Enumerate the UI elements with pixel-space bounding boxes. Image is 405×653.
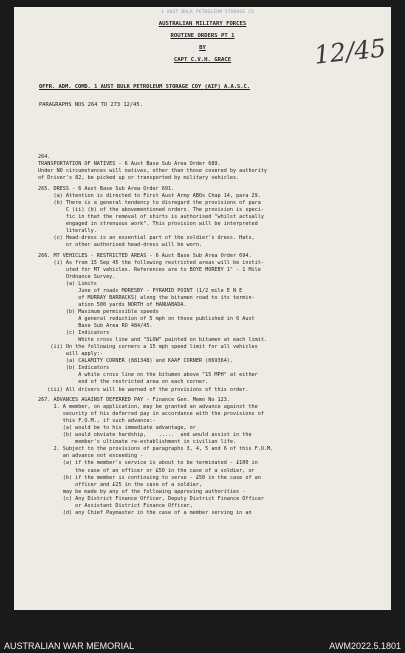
body-line: an advance not exceeding - [38, 453, 144, 460]
body-line: (c) Indicators [38, 330, 110, 337]
body-line: 266. MT VEHICLES - RESTRICTED AREAS - 6 Aust Base Sub Area Order 694. [38, 252, 252, 259]
body-line: (i) As from 15 Sep 45 the following restricted areas will be instit- [38, 259, 264, 266]
body-line: White cross line and "SLOW" painted on bitumen at each limit. [38, 337, 268, 344]
body-line: this F.O.M., if such advance:- [38, 418, 156, 425]
paragraphs-line: PARAGRAPHS NOS 264 TO 273 12/45. [39, 102, 143, 108]
body-line: (c) Head-dress is an essential part of the soldier's dress. Hats, [38, 235, 255, 242]
body-line: (a) would be to his immediate advantage, or [38, 425, 196, 432]
body-line: of Driver's 82, be picked up or transported by military vehicles. [38, 175, 240, 182]
body-line: (iii) All drivers will be warned of the provisions of this order. [38, 386, 249, 393]
body-line: 1. A member, on application, may be granted an advance against the [38, 404, 258, 411]
body-line: (b) if the member is continuing to serve - £50 in the case of an [38, 474, 261, 481]
body-line: or other authorised head-dress will be worn. [38, 242, 203, 249]
body-line: or Assistant District Finance Officer, [38, 502, 193, 509]
body-line: ation 500 yards NORTH of HANUABADA. [38, 301, 187, 308]
body-line: (b) would obviate hardship, ..... and would assist in the [38, 432, 252, 439]
body-line: uted for MT vehicles. References are to BOYE MOREBY 1" - 1 Mile [38, 266, 261, 273]
body-line: fic in that the removal of shirts is authorised "whilst actually [38, 213, 264, 220]
body-line: (ii) On the following corners a 15 mph speed limit for all vehicles [38, 344, 258, 351]
body-line: Base Sub Area RO 484/45. [38, 323, 153, 330]
body-line: June of roads MORESBY - PYRAMID POINT (1/2 mile E N E [38, 287, 243, 294]
body-line: (d) any Chief Paymaster in the case of a member serving in an [38, 509, 252, 516]
body-line: (a) Attention is directed to First Aust Army ABOs Chap 14, para 29. [38, 192, 261, 199]
body-line: A white cross line on the bitumen above "15 MPH" at either [38, 372, 258, 379]
header-by: BY [199, 45, 206, 51]
body-line: (b) Maximum permissible speeds [38, 308, 159, 315]
body-line: officer and £25 in the case of a soldier, [38, 481, 203, 488]
body-line: the case of an officer or £50 in the case of a soldier, or [38, 467, 255, 474]
body-line: (b) Indicators [38, 365, 110, 372]
body-line: literally. [38, 227, 97, 234]
body-line: A general reduction of 5 mph on those published in 6 Aust [38, 316, 255, 323]
header-officer: CAPT C.V.H. GRACE [173, 57, 232, 63]
body-line: TRANSPORTATION OF NATIVES - 6 Aust Base Sub Area Order 689. [38, 161, 221, 168]
body-line: may be made by any of the following approving authorities - [38, 488, 246, 495]
orders-body [38, 154, 383, 517]
body-line: (c) Any District Finance Officer, Deputy District Finance Officer [38, 495, 264, 502]
body-line: (a) Limits [38, 280, 97, 287]
body-line: end of the restricted area on each corner. [38, 379, 209, 386]
footer-accession: AWM2022.5.1801 [329, 641, 401, 651]
body-line: 2. Subject to the provisions of paragraphs 3, 4, 5 and 6 of this F.O.M. [38, 446, 274, 453]
body-line: security of his deferred pay in accordance with the provisions of [38, 411, 264, 418]
body-line: 264. [38, 154, 51, 160]
body-line: of MURRAY BARRACKS) along the bitumen road to its termin- [38, 294, 255, 301]
body-line: Under NO circumstances will natives, other than those covered by authority [38, 168, 268, 175]
body-line: C (ii) (b) of the abovementioned orders. The provision is speci- [38, 206, 264, 213]
header-title: AUSTRALIAN MILITARY FORCES [158, 21, 247, 27]
unit-stamp: 1 AUST BULK PETROLEUM STORAGE CO [161, 10, 255, 15]
body-line: (b) There is a general tendency to disregard the provisions of para [38, 199, 261, 206]
unit-line: OFFR. ADM. COMD. 1 AUST BULK PETROLEUM STORAGE COY (AIF) A.A.S.C. [39, 84, 250, 90]
body-line: 267. ADVANCES AGAINST DEFERRED PAY - Finance Gen. Memo No 123. [38, 397, 230, 404]
archive-footer [0, 612, 405, 653]
body-line: (a) CALAMITY CORNER (881348) and KAAF CORNER (069364). [38, 358, 233, 365]
body-line: 265. DRESS - 6 Aust Base Sub Area Order 691. [38, 185, 175, 192]
handwritten-number: 12/45 [312, 33, 388, 70]
body-line: engaged in strenuous work". This provision will be interpreted [38, 220, 258, 227]
body-line: member's ultimate re-establishment in civilian life. [38, 439, 237, 446]
header-subtitle: ROUTINE ORDERS PT 1 [170, 33, 235, 39]
body-line: will apply:- [38, 351, 103, 358]
body-line: Ordnance Survey. [38, 273, 116, 280]
body-line: (a) if the member's service is about to be terminated - £100 in [38, 460, 258, 467]
footer-credit: AUSTRALIAN WAR MEMORIAL [4, 641, 135, 651]
document-page [14, 7, 391, 610]
